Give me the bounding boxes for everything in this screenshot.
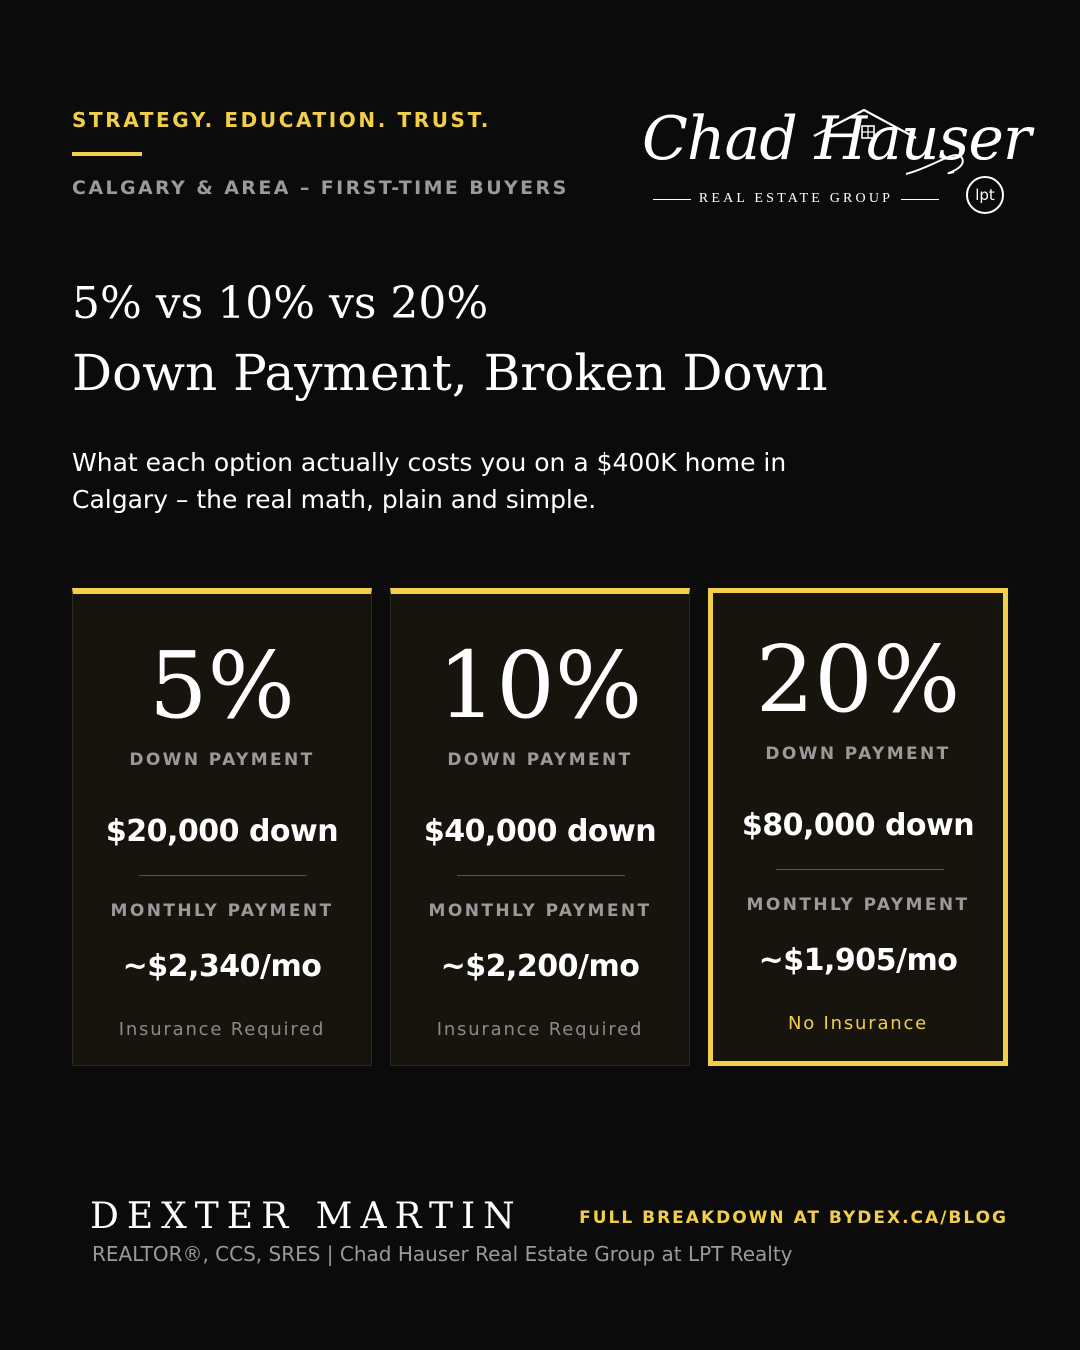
- card-monthly-label: MONTHLY PAYMENT: [746, 895, 970, 915]
- card-5-percent: [72, 588, 372, 1066]
- card-divider: [139, 875, 307, 876]
- agent-name: DEXTER MARTIN: [90, 1196, 523, 1237]
- card-down-amount: $40,000 down: [423, 814, 657, 849]
- card-insurance-note: Insurance Required: [118, 1019, 326, 1040]
- tagline-divider: [72, 152, 142, 156]
- card-monthly-label: MONTHLY PAYMENT: [428, 901, 652, 921]
- audience-subtitle: CALGARY & AREA – FIRST-TIME BUYERS: [72, 177, 569, 199]
- card-percent: 20%: [755, 626, 961, 733]
- card-down-label: DOWN PAYMENT: [447, 750, 633, 770]
- page-title: [72, 272, 828, 410]
- card-percent: 5%: [149, 632, 295, 739]
- blog-link[interactable]: FULL BREAKDOWN AT BYDEX.CA/BLOG: [579, 1208, 1008, 1228]
- tagline: STRATEGY. EDUCATION. TRUST.: [72, 108, 491, 132]
- card-down-amount: $20,000 down: [105, 814, 339, 849]
- card-down-label: DOWN PAYMENT: [765, 744, 951, 764]
- agent-credentials: REALTOR®, CCS, SRES | Chad Hauser Real Estate Group at LPT Realty: [92, 1242, 793, 1266]
- card-insurance-note: Insurance Required: [436, 1019, 644, 1040]
- card-monthly-amount: ~$1,905/mo: [758, 943, 958, 978]
- lpt-badge: lpt: [966, 176, 1004, 214]
- logo-group-label: REAL ESTATE GROUP: [698, 191, 894, 206]
- logo-script-text: Chad Hauser: [642, 104, 1031, 174]
- card-monthly-amount: ~$2,200/mo: [440, 949, 640, 984]
- card-monthly-amount: ~$2,340/mo: [122, 949, 322, 984]
- card-monthly-label: MONTHLY PAYMENT: [110, 901, 334, 921]
- card-down-label: DOWN PAYMENT: [129, 750, 315, 770]
- title-line-subject: Down Payment, Broken Down: [72, 344, 828, 402]
- card-10-percent: [390, 588, 690, 1066]
- intro-text: What each option actually costs you on a $400K home in Calgary – the real math, plain and simple.: [72, 448, 787, 514]
- card-divider: [776, 869, 944, 870]
- title-line-comparison: 5% vs 10% vs 20%: [72, 278, 489, 329]
- brand-logo: [636, 96, 1031, 221]
- logo-group-text: [646, 191, 946, 207]
- card-insurance-note: No Insurance: [787, 1013, 929, 1034]
- card-down-amount: $80,000 down: [741, 808, 975, 843]
- card-20-percent: [708, 588, 1008, 1066]
- card-divider: [457, 875, 625, 876]
- card-percent: 10%: [437, 632, 643, 739]
